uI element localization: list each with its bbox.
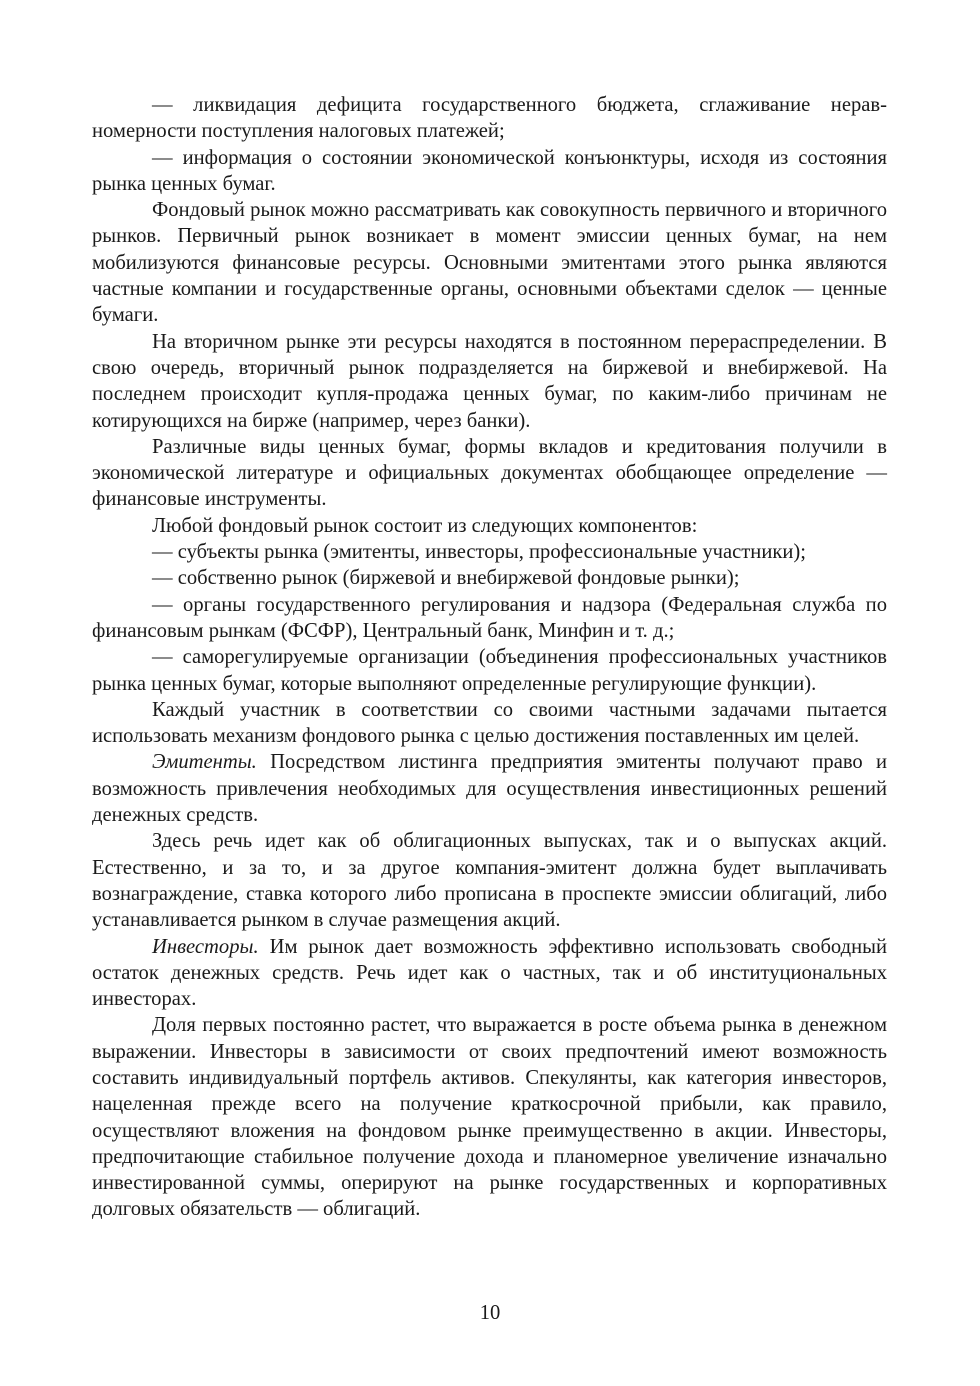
list-item-regulators: — органы государственного регулирования и надзора (Федеральная служба по финансовым рынкам (ФСФР), Центральный банк, Минфин и т. д.; — [92, 593, 887, 642]
paragraph-secondary-market: На вторичном рынке эти ресурсы находятся в постоянном перераспределении. В свою очередь, вторичный рынок подразделяется на биржевой и внебиржевой. На последнем происходит купля-продажа ценных бумаг, по каким-либо причинам не котирующихся на бирже (например, через банки). — [92, 330, 887, 432]
list-item-market-itself: — собственно рынок (биржевой и внебиржевой фондовые рынки); — [152, 567, 740, 590]
list-item-subjects: — субъекты рынка (эмитенты, инвесторы, профессиональные участники); — [152, 541, 806, 564]
paragraph-bond-share-issues: Здесь речь идет как об облигационных выпусках, так и о выпусках акций. Естественно, и за то, и за другое компания-эмитент должна будет выплачивать вознаграждение, ставка которого либо прописана в проспекте эмиссии облигаций, либо устанавливается рынком в случае размещения акций. — [92, 830, 887, 932]
term-issuers: Эмитенты. — [152, 751, 257, 774]
paragraph-investors: Инвесторы. Им рынок дает возможность эффективно использовать свободный остаток денежных средств. Речь идет как о частных, так и об институциональных инвесторах. — [92, 935, 887, 1011]
paragraph-primary-secondary: Фондовый рынок можно рассматривать как совокупность первичного и вторичного рынков. Первичный рынок возникает в момент эмиссии ценных бумаг, на нем мобилизуются финансовые ресурсы. Основными эмитентами этого рынка являются частные компании и государственные органы, основными объектами сделок — ценные бумаги. — [92, 199, 887, 327]
paragraph-financial-instruments: Различные виды ценных бумаг, формы вкладов и кредитования получили в экономической литературе и официальных документах обобщающее определение — финансовые инструменты. — [92, 435, 887, 511]
list-item-self-regulated: — саморегулируемые организации (объединения профессиональных участников рынка ценных бумаг, которые выполняют определенные регулирующие функции). — [92, 646, 887, 695]
paragraph-components-intro: Любой фондовый рынок состоит из следующих компонентов: — [152, 514, 698, 537]
page-number: 10 — [479, 1302, 501, 1324]
paragraph-investor-share: Доля первых постоянно растет, что выражается в росте объема рынка в денежном выражении. Инвесторы в зависимости от своих предпочтений имеют возможность составить индивидуальный портфель активов. Спекулянты, как категория инвесторов, нацеленная прежде всего на получение краткосрочной прибыли, как правило, осуществляют вложения на фондовом рынке преимущественно в акции. Инвесторы, предпочитающие стабильное получение дохода и планомерное увеличение изначально инвестированной суммы, оперируют на рынке государственных и корпоративных долговых обязательств — облигаций. — [92, 1014, 887, 1221]
term-investors: Инвесторы. — [152, 935, 259, 958]
page-body — [92, 92, 887, 1223]
paragraph-participants-goals: Каждый участник в соответствии со своими частными задачами пытается использовать механизм фондового рынка с целью достижения поставленных им целей. — [92, 698, 887, 748]
paragraph-budget-deficit: — ликвидация дефицита государственного бюджета, сглаживание неравномерности поступления налоговых платежей; — [92, 94, 887, 143]
paragraph-market-info: — информация о состоянии экономической конъюнктуры, исходя из состояния рынка ценных бумаг. — [92, 146, 887, 195]
paragraph-issuers: Эмитенты. Посредством листинга предприятия эмитенты получают право и возможность привлечения необходимых для осуществления инвестиционных решений денежных средств. — [92, 751, 887, 827]
